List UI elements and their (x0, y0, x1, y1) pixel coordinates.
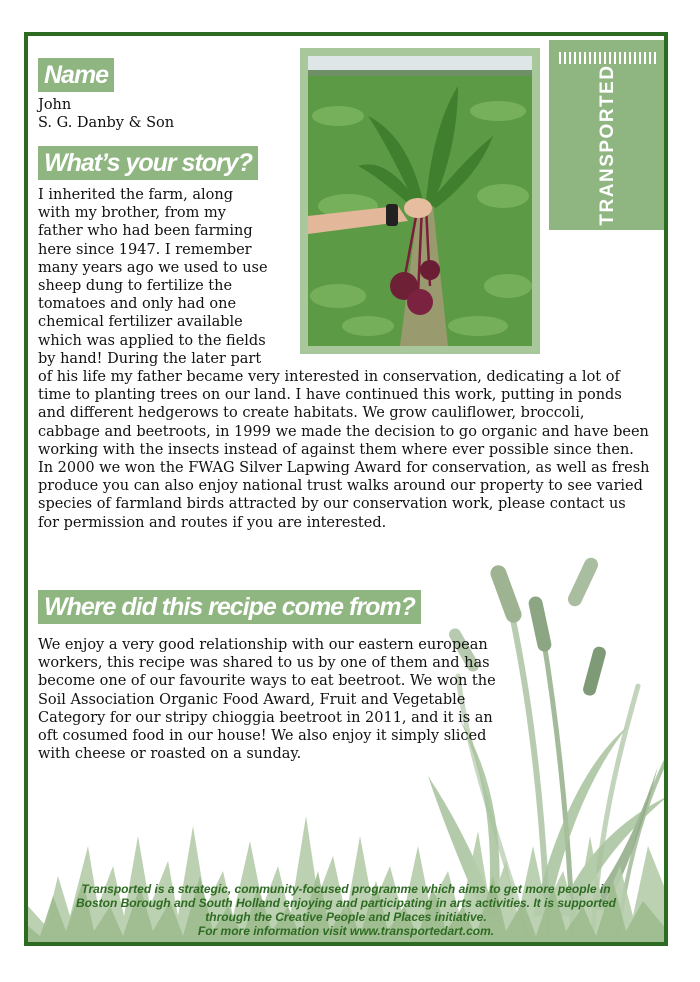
footer-note (36, 882, 656, 938)
story-text: I inherited the farm, along with my brother, from my father who had been farming here since 1947. I remember many years ago we used to use sheep dung to fertilize the tomatoes and only had one chemical fertilizer available which was applied to the fields by hand! During the later part of his life my father became very interested in conservation, dedicating a lot of time to planting trees on our land. I have continued this work, putting in ponds and different hedgerows to create habitats. We grow cauliflower, broccoli, cabbage and beetroots, in 1999 we made the decision to go organic and have been working with the insects instead of against them where ever possible since then. In 2000 we won the FWAG Silver Lapwing Award for conservation, as well as fresh produce you can also enjoy national trust walks around our property to see varied species of farmland birds attracted by our conservation work, please contact us for permission and routes if you are interested. (38, 187, 650, 531)
recipe-heading: Where did this recipe come from? (38, 590, 421, 624)
story-text-block (38, 186, 650, 532)
story-heading: What’s your story? (38, 146, 258, 180)
person-name: John (38, 97, 72, 113)
footer-line-4: For more information visit www.transportedart.com. (197, 924, 495, 938)
transported-label: TRANSPORTED (597, 64, 618, 226)
footer-line-3: through the Creative People and Places initiative. (205, 910, 487, 924)
recipe-text: We enjoy a very good relationship with our eastern european workers, this recipe was shared to us by one of them and has become one of our favourite ways to eat beetroot. We won the Soil Association Organic Food Award, Fruit and Vegetable Category for our stripy chioggia beetroot in 2011, and it is an oft cosumed food in our house! We also enjoy it simply sliced with cheese or roasted on a sunday. (38, 637, 496, 763)
footer-line-2: Boston Borough and South Holland enjoying and participating in arts activities. It is supported (75, 896, 617, 910)
business-name: S. G. Danby & Son (38, 115, 175, 131)
page-frame (24, 32, 668, 946)
footer-line-1: Transported is a strategic, community-focused programme which aims to get more people in (81, 882, 611, 896)
barcode-stripes (559, 52, 657, 64)
name-heading: Name (38, 58, 114, 92)
